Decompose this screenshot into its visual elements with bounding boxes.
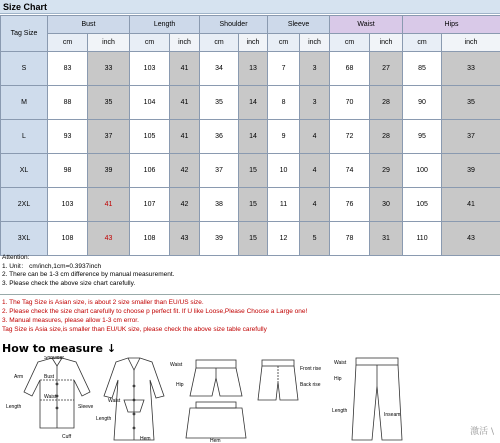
unit-inch-header: inch bbox=[88, 34, 130, 52]
unit-inch-header: inch bbox=[300, 34, 330, 52]
inch-value-cell: 37 bbox=[88, 120, 130, 154]
cm-value-cell: 76 bbox=[330, 188, 370, 222]
note-difference: 2. There can be 1-3 cm difference by manual measurement. bbox=[2, 271, 175, 278]
table-row bbox=[1, 222, 500, 256]
tag-size-cell: XL bbox=[1, 154, 48, 188]
cm-value-cell: 103 bbox=[130, 52, 170, 86]
label-length: Length bbox=[6, 404, 22, 410]
cm-value-cell: 104 bbox=[130, 86, 170, 120]
inch-value-cell: 41 bbox=[170, 120, 200, 154]
inch-value-cell: 13 bbox=[239, 52, 268, 86]
inch-value-cell: 3 bbox=[300, 86, 330, 120]
inch-value-cell: 39 bbox=[442, 154, 500, 188]
unit-header-row bbox=[1, 34, 500, 52]
inch-value-cell: 3 bbox=[300, 52, 330, 86]
label-coat-length: Length bbox=[96, 416, 112, 422]
label-shorts-waist: Waist bbox=[170, 362, 183, 368]
inch-value-cell: 43 bbox=[170, 222, 200, 256]
inch-value-cell: 14 bbox=[239, 120, 268, 154]
tip-asian-size: 1. The Tag Size is Asian size, is about 2 size smaller than EU/US size. bbox=[2, 299, 204, 306]
inch-value-cell: 35 bbox=[88, 86, 130, 120]
note-unit: 1. Unit： cm/inch,1cm=0.3937inch bbox=[2, 262, 102, 270]
unit-cm-header: cm bbox=[330, 34, 370, 52]
cm-value-cell: 103 bbox=[48, 188, 88, 222]
label-skirt-hem: Hem bbox=[210, 438, 221, 443]
unit-cm-header: cm bbox=[200, 34, 239, 52]
shirt-icon bbox=[24, 358, 90, 428]
label-sleeve: Sleeve bbox=[78, 404, 94, 410]
label-cuff: Cuff bbox=[62, 434, 72, 440]
inch-value-cell: 39 bbox=[88, 154, 130, 188]
cm-value-cell: 37 bbox=[200, 154, 239, 188]
inch-value-cell: 28 bbox=[370, 120, 403, 154]
cm-value-cell: 110 bbox=[403, 222, 442, 256]
cm-value-cell: 107 bbox=[130, 188, 170, 222]
inch-value-cell: 35 bbox=[442, 86, 500, 120]
label-trousers-length: Length bbox=[332, 408, 348, 414]
how-to-measure-text: How to measure bbox=[2, 342, 104, 355]
cm-value-cell: 90 bbox=[403, 86, 442, 120]
cm-value-cell: 68 bbox=[330, 52, 370, 86]
divider bbox=[0, 294, 500, 295]
inch-value-cell: 4 bbox=[300, 120, 330, 154]
watermark: 激活 \ bbox=[470, 427, 494, 437]
tag-size-cell: S bbox=[1, 52, 48, 86]
inch-value-cell: 41 bbox=[170, 52, 200, 86]
label-front-rise: Front rise bbox=[300, 366, 322, 372]
length-header: Length bbox=[130, 16, 200, 34]
inch-value-cell: 5 bbox=[300, 222, 330, 256]
cm-value-cell: 36 bbox=[200, 120, 239, 154]
unit-cm-header: cm bbox=[403, 34, 442, 52]
cm-value-cell: 93 bbox=[48, 120, 88, 154]
inch-value-cell: 42 bbox=[170, 188, 200, 222]
rise-icon bbox=[258, 360, 298, 400]
cm-value-cell: 72 bbox=[330, 120, 370, 154]
cm-value-cell: 95 bbox=[403, 120, 442, 154]
cm-value-cell: 12 bbox=[268, 222, 300, 256]
table-row bbox=[1, 52, 500, 86]
cm-value-cell: 70 bbox=[330, 86, 370, 120]
inch-value-cell: 28 bbox=[370, 86, 403, 120]
label-arm: Arm bbox=[14, 374, 24, 380]
cm-value-cell: 108 bbox=[48, 222, 88, 256]
inch-value-cell: 41 bbox=[170, 86, 200, 120]
cm-value-cell: 106 bbox=[130, 154, 170, 188]
cm-value-cell: 88 bbox=[48, 86, 88, 120]
cm-value-cell: 11 bbox=[268, 188, 300, 222]
inch-value-cell: 42 bbox=[170, 154, 200, 188]
inch-value-cell: 33 bbox=[442, 52, 500, 86]
attention-notes bbox=[2, 254, 498, 288]
inch-value-cell: 4 bbox=[300, 188, 330, 222]
inch-value-cell: 41 bbox=[88, 188, 130, 222]
inch-value-cell: 27 bbox=[370, 52, 403, 86]
label-shoulder: Shoulder bbox=[44, 356, 65, 361]
tag-size-cell: M bbox=[1, 86, 48, 120]
inch-value-cell: 15 bbox=[239, 154, 268, 188]
cm-value-cell: 100 bbox=[403, 154, 442, 188]
table-row bbox=[1, 154, 500, 188]
tag-size-header: Tag Size bbox=[1, 16, 48, 52]
label-back-rise: Back rise bbox=[300, 382, 321, 388]
label-trousers-hip: Hip bbox=[334, 376, 342, 382]
inch-value-cell: 15 bbox=[239, 222, 268, 256]
inch-value-cell: 33 bbox=[88, 52, 130, 86]
cm-value-cell: 78 bbox=[330, 222, 370, 256]
cm-value-cell: 39 bbox=[200, 222, 239, 256]
page-title: Size Chart bbox=[0, 0, 500, 14]
unit-cm-header: cm bbox=[268, 34, 300, 52]
inch-value-cell: 15 bbox=[239, 188, 268, 222]
how-to-measure-title bbox=[2, 342, 116, 355]
table-row bbox=[1, 188, 500, 222]
size-tips bbox=[2, 298, 498, 334]
unit-inch-header: inch bbox=[170, 34, 200, 52]
unit-inch-header: inch bbox=[442, 34, 500, 52]
bust-header: Bust bbox=[48, 16, 130, 34]
cm-value-cell: 38 bbox=[200, 188, 239, 222]
unit-cm-header: cm bbox=[48, 34, 88, 52]
inch-value-cell: 14 bbox=[239, 86, 268, 120]
unit-cm-header: cm bbox=[130, 34, 170, 52]
sleeve-header: Sleeve bbox=[268, 16, 330, 34]
tip-tag-size: Tag Size is Asia size,is smaller than EU/UK size, please check the above size table carefully bbox=[2, 326, 267, 333]
label-trousers-waist: Waist bbox=[334, 360, 347, 366]
inch-value-cell: 30 bbox=[370, 188, 403, 222]
inch-value-cell: 37 bbox=[442, 120, 500, 154]
label-bust: Bust bbox=[44, 374, 55, 380]
label-coat-hem: Hem bbox=[140, 436, 151, 442]
inch-value-cell: 31 bbox=[370, 222, 403, 256]
inch-value-cell: 43 bbox=[442, 222, 500, 256]
tag-size-cell: L bbox=[1, 120, 48, 154]
down-arrow-icon: ↓ bbox=[106, 342, 117, 355]
trousers-icon bbox=[352, 358, 402, 440]
cm-value-cell: 74 bbox=[330, 154, 370, 188]
size-table bbox=[0, 15, 500, 256]
table-row bbox=[1, 86, 500, 120]
table-header-row bbox=[1, 16, 500, 34]
cm-value-cell: 35 bbox=[200, 86, 239, 120]
waist-header: Waist bbox=[330, 16, 403, 34]
attention-label: Attention: bbox=[2, 254, 30, 261]
tag-size-cell: 3XL bbox=[1, 222, 48, 256]
inch-value-cell: 29 bbox=[370, 154, 403, 188]
measure-illustrations bbox=[0, 356, 500, 443]
label-inseam: Inseam bbox=[384, 412, 401, 418]
cm-value-cell: 105 bbox=[130, 120, 170, 154]
unit-inch-header: inch bbox=[370, 34, 403, 52]
shorts-icon bbox=[186, 360, 246, 438]
unit-inch-header: inch bbox=[239, 34, 268, 52]
label-coat-waist: Waist bbox=[108, 398, 121, 404]
cm-value-cell: 10 bbox=[268, 154, 300, 188]
table-row bbox=[1, 120, 500, 154]
tip-manual-measure: 3. Manual measures, please allow 1-3 cm error. bbox=[2, 317, 139, 324]
cm-value-cell: 9 bbox=[268, 120, 300, 154]
cm-value-cell: 8 bbox=[268, 86, 300, 120]
inch-value-cell: 43 bbox=[88, 222, 130, 256]
cm-value-cell: 7 bbox=[268, 52, 300, 86]
cm-value-cell: 98 bbox=[48, 154, 88, 188]
cm-value-cell: 34 bbox=[200, 52, 239, 86]
label-shorts-hip: Hip bbox=[176, 382, 184, 388]
cm-value-cell: 108 bbox=[130, 222, 170, 256]
cm-value-cell: 83 bbox=[48, 52, 88, 86]
tag-size-cell: 2XL bbox=[1, 188, 48, 222]
hips-header: Hips bbox=[403, 16, 500, 34]
label-waist: Waist bbox=[44, 394, 57, 400]
note-check: 3. Please check the above size chart carefully. bbox=[2, 279, 136, 287]
inch-value-cell: 41 bbox=[442, 188, 500, 222]
tip-choose-fit: 2. Please check the size chart carefully to choose p perfect fit. If U like Loose,Please Choose a Large one! bbox=[2, 308, 308, 315]
shoulder-header: Shoulder bbox=[200, 16, 268, 34]
cm-value-cell: 105 bbox=[403, 188, 442, 222]
cm-value-cell: 85 bbox=[403, 52, 442, 86]
inch-value-cell: 4 bbox=[300, 154, 330, 188]
